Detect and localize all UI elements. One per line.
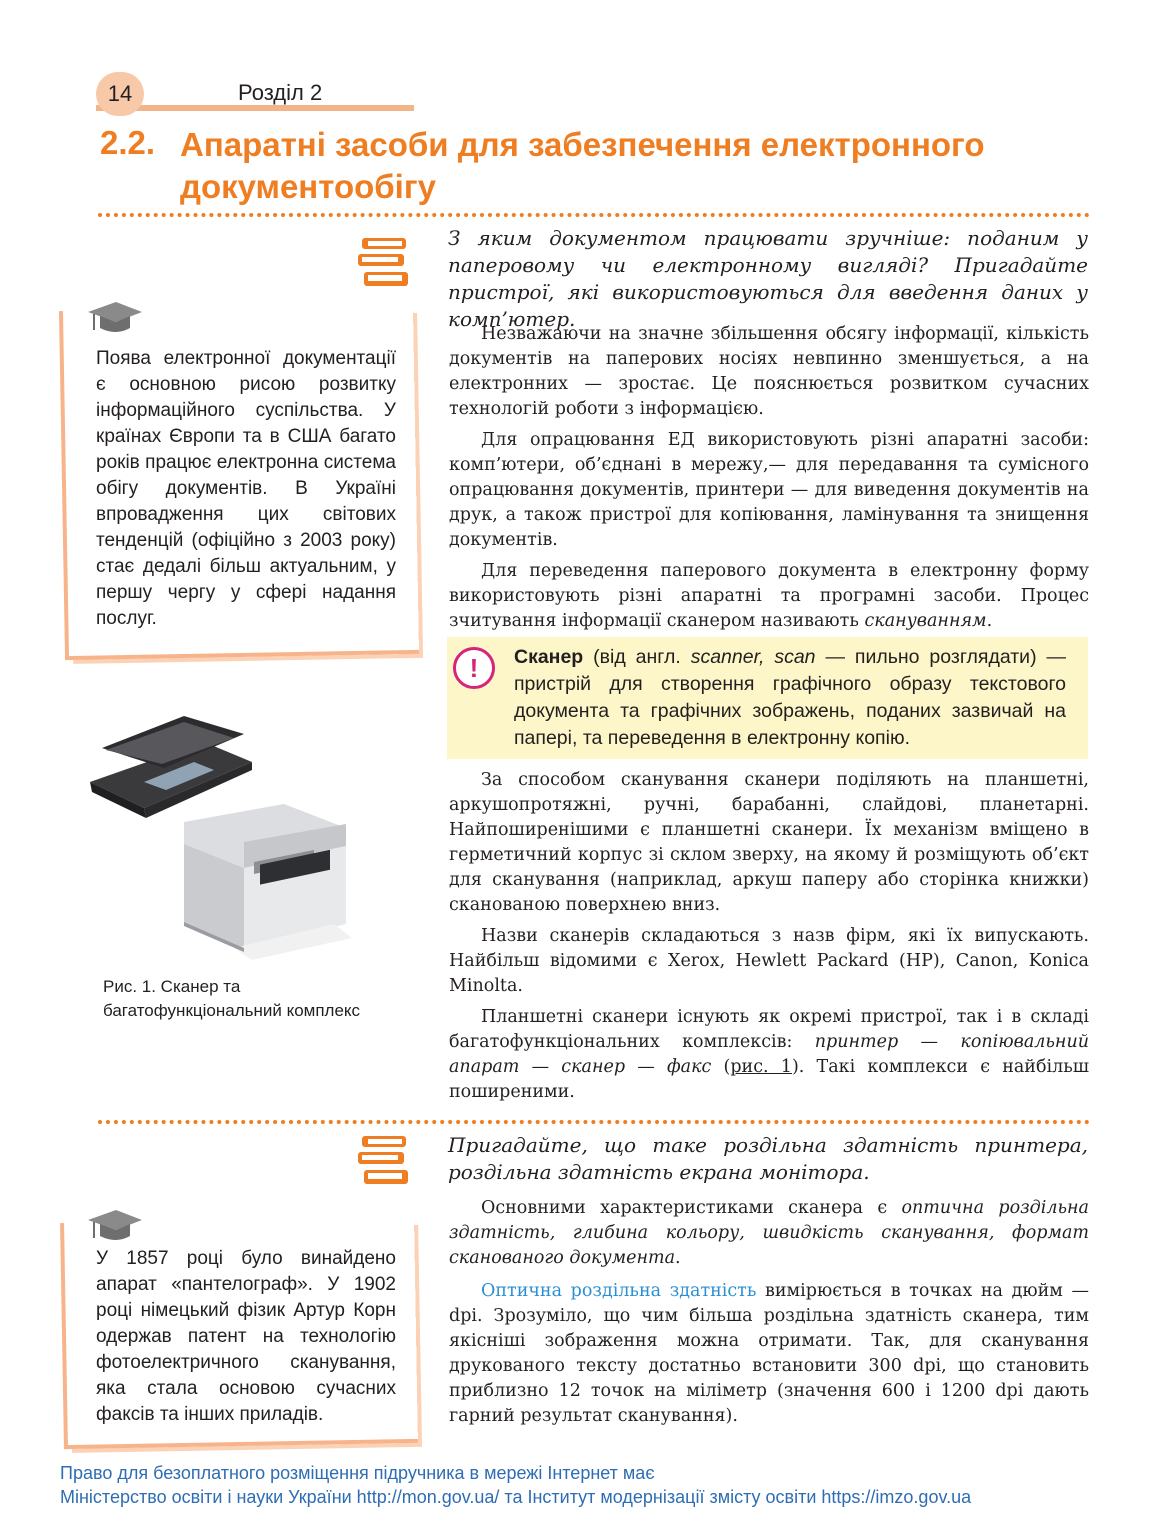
paragraph-3-end: . <box>986 611 993 631</box>
chapter-label: Розділ 2 <box>238 80 323 105</box>
paragraph-1: Незважаючи на значне збільшення обсягу інформації, кількість документів на паперових носіях невпинно зменшується, а на електронних — зростає. Це пояснюється розвитком сучасних технологій роботи з інформацією. <box>449 324 1089 419</box>
figure-reference-link[interactable]: рис. 1 <box>730 1057 792 1077</box>
section-title <box>180 124 1080 208</box>
section-title-text: Апаратні засоби для забезпечення електронного документообігу <box>180 126 985 205</box>
books-icon-2 <box>358 1132 410 1188</box>
question-1: З яким документом працювати зручніше: поданим у паперовому чи електронному вигляді? Пригадайте пристрої, які використовуються для введення даних у комп’ютер. <box>448 226 1088 331</box>
paragraph-4: За способом сканування сканери поділяють на планшетні, аркушопротяжні, ручні, барабанні, слайдові, планетарні. Найпоширенішими є планшетні сканери. Їх механізм вміщено в герметичний корпус зі склом зверху, на якому й розміщують об’єкт для сканування (наприклад, аркуш паперу або сторінка книжки) сканованою поверхнею вниз. <box>449 770 1089 915</box>
paragraph-6-open: ( <box>711 1057 731 1077</box>
books-icon <box>358 234 410 290</box>
sidebar-2-text: У 1857 році було винайдено апарат «пантелограф». У 1902 році німецький фізик Артур Корн одержав патент на технологію фотоелектричного сканування, яка стала основою сучасних факсів та інших приладів. <box>96 1248 396 1425</box>
paragraph-3-text: Для переведення паперового документа в електронну форму використовують різні апаратні та програмні засоби. Процес зчитування інформації сканером називають <box>449 561 1089 631</box>
paragraph-7 <box>449 1196 1089 1271</box>
scanner-mfp-image <box>84 712 354 962</box>
paragraph-7-end: . <box>675 1248 681 1268</box>
exclamation-icon: ! <box>453 647 495 689</box>
paragraph-6-italic: принтер — копіювальний апарат — сканер — факс <box>449 1032 1089 1077</box>
paragraph-8 <box>449 1279 1089 1429</box>
section-number: 2.2. <box>100 124 156 161</box>
paragraph-6 <box>449 1005 1089 1105</box>
paragraph-8-text: вимірюється в точках на дюйм — dpi. Зрозуміло, що чим більша роздільна здатність сканера, тим якісніші зображення можна отримати. Так, для сканування друкованого тексту достатньо встановити 300 dpi, що становить приблизно 12 точок на міліметр (значення 600 і 1200 dpi дають гарний результат сканування). <box>449 1281 1089 1426</box>
paragraph-7-italic: оптична роздільна здатність, глибина кольору, швидкість сканування, формат сканованого документа <box>449 1198 1089 1268</box>
paragraph-7-text: Основними характеристиками сканера є <box>481 1198 902 1218</box>
footer-line-1: Право для безоплатного розміщення підручника в мережі Інтернет має <box>60 1463 655 1483</box>
question-2: Пригадайте, що таке роздільна здатність принтера, роздільна здатність екрана монітора. <box>448 1133 1088 1184</box>
definition-text <box>514 644 1066 752</box>
body-block-2 <box>449 768 1089 1111</box>
paragraph-3 <box>449 559 1089 634</box>
graduation-cap-icon-2 <box>84 1208 144 1248</box>
footer-line-2[interactable]: Міністерство освіти і науки України http://mon.gov.ua/ та Інститут модернізації змісту освіти https://imzo.gov.ua <box>60 1487 972 1507</box>
definition-part-a: (від англ. <box>583 646 691 668</box>
graduation-cap-icon <box>84 300 144 340</box>
figure-caption: Рис. 1. Сканер та багатофункціональний комплекс <box>103 977 361 1020</box>
paragraph-2: Для опрацювання ЕД використовують різні апаратні засоби: комп’ютери, об’єднані в мережу,— для передавання та сумісного опрацювання документів, принтери — для виведення документів на друк, а також пристрої для копіювання, ламінування та знищення документів. <box>449 430 1089 550</box>
divider-top <box>98 213 1090 217</box>
paragraph-5: Назви сканерів складаються з назв фірм, які їх випускають. Найбільш відомими є Xerox, Hewlett Packard (HP), Canon, Konica Minolta. <box>449 926 1089 996</box>
definition-part-b: — пильно розглядати) — пристрій для створення графічного образу текстового документа та графічних зображень, поданих зазвичай на папері, та переведення в електронну копію. <box>514 646 1066 749</box>
paragraph-6-end: ). Такі комплекси є найбільш поширеними. <box>449 1057 1090 1102</box>
definition-term: Сканер <box>514 646 584 668</box>
term-optical-resolution: Оптична роздільна здатність <box>481 1281 757 1301</box>
body-block-1 <box>449 322 1089 640</box>
page-number: 14 <box>96 72 144 116</box>
body-block-3 <box>449 1196 1089 1435</box>
term-scanning: скануванням <box>864 611 987 631</box>
sidebar-1-text: Поява електронної документації є основною рисою розвитку інформаційного суспільства. У країнах Європи та в США багато років працює електронна система обігу документів. В Україні впровадження цих світових тенденцій (офіційно з 2003 року) стає дедалі більш актуальним, у першу чергу у сфері надання послуг. <box>96 348 396 629</box>
divider-middle <box>98 1120 1090 1124</box>
paragraph-6-text: Планшетні сканери існують як окремі пристрої, так і в складі багатофункціональних комплексів: <box>449 1007 1089 1052</box>
definition-english: scanner, scan <box>690 646 816 668</box>
